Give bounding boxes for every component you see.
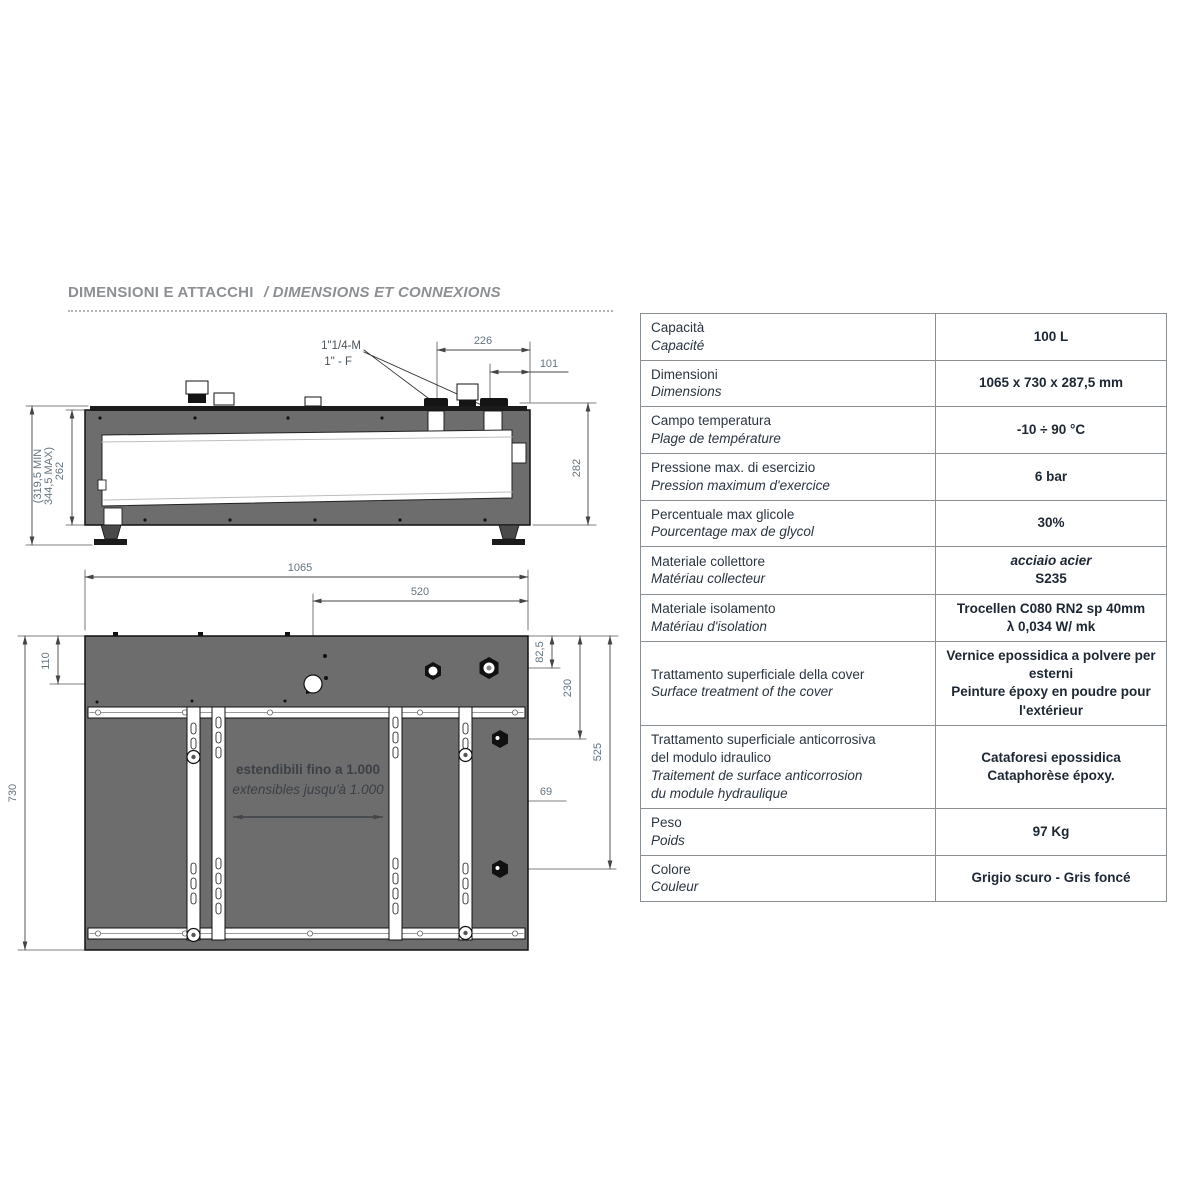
table-row bbox=[641, 809, 1166, 856]
technical-drawing bbox=[0, 280, 640, 980]
table-row bbox=[641, 501, 1166, 548]
spec-label-translation: Couleur bbox=[651, 879, 699, 895]
spec-label-cell bbox=[641, 809, 936, 855]
spec-label-cell bbox=[641, 407, 936, 453]
cover-top-edge bbox=[90, 406, 527, 411]
spec-value-line: Cataphorèse époxy. bbox=[987, 767, 1115, 783]
spec-label-cell bbox=[641, 595, 936, 641]
spec-label-line: Materiale isolamento bbox=[651, 600, 776, 616]
extensible-bracket-3 bbox=[389, 707, 402, 940]
spec-label-translation: Dimensions bbox=[651, 384, 722, 400]
mounting-hole bbox=[304, 675, 322, 693]
dim-110: 110 bbox=[40, 652, 52, 670]
extendable-note-italian: estendibili fino a 1.000 bbox=[235, 762, 381, 777]
spec-value-line: Grigio scuro - Gris foncé bbox=[971, 870, 1131, 886]
right-foot bbox=[492, 525, 525, 545]
left-foot bbox=[94, 525, 127, 545]
air-vent-valve-base bbox=[188, 394, 206, 403]
spec-value-cell bbox=[936, 726, 1166, 808]
dim-69: 69 bbox=[539, 786, 553, 798]
spec-label-line: Peso bbox=[651, 814, 682, 830]
spec-label-line: Campo temperatura bbox=[651, 413, 772, 429]
spec-label-line: Dimensioni bbox=[651, 366, 718, 382]
extensible-bracket-4 bbox=[459, 707, 472, 940]
table-row bbox=[641, 361, 1166, 408]
spec-label-cell bbox=[641, 314, 936, 360]
spec-label-translation: Matériau d'isolation bbox=[651, 618, 767, 634]
spec-value-cell bbox=[936, 454, 1166, 500]
spec-label-translation: Pression maximum d'exercice bbox=[651, 477, 830, 493]
table-row bbox=[641, 454, 1166, 501]
spec-label-translation: Poids bbox=[651, 832, 685, 848]
table-row bbox=[641, 642, 1166, 726]
spec-label-line: del modulo idraulico bbox=[651, 750, 772, 766]
center-valve bbox=[457, 384, 478, 400]
spec-value-line: Peinture époxy en poudre pour bbox=[951, 684, 1151, 700]
spec-value-cell bbox=[936, 501, 1166, 547]
extensible-bracket-1 bbox=[187, 707, 200, 942]
spec-value-line: 1065 x 730 x 287,5 mm bbox=[978, 375, 1124, 391]
right-edge-tab bbox=[512, 443, 526, 463]
dim-overall-min: (319,5 MIN bbox=[32, 448, 44, 504]
spec-label-cell bbox=[641, 726, 936, 808]
spec-label-line: Percentuale max glicole bbox=[651, 506, 795, 522]
spec-label-line: Materiale collettore bbox=[651, 553, 766, 569]
dim-1065: 1065 bbox=[287, 562, 313, 574]
spec-label-translation: Capacité bbox=[651, 337, 705, 353]
dim-525: 525 bbox=[592, 742, 604, 762]
dim-226: 226 bbox=[473, 335, 493, 347]
spec-value-line: S235 bbox=[1035, 571, 1067, 587]
spec-value-cell bbox=[936, 361, 1166, 407]
spec-label-translation: Plage de température bbox=[651, 431, 781, 447]
spec-value-line: Cataforesi epossidica bbox=[981, 749, 1121, 765]
spec-value-cell bbox=[936, 547, 1166, 593]
spec-value-cell bbox=[936, 856, 1166, 902]
table-row bbox=[641, 407, 1166, 454]
spec-value-line: l'extérieur bbox=[1019, 702, 1083, 718]
spec-label-cell bbox=[641, 856, 936, 902]
spec-label-cell bbox=[641, 454, 936, 500]
spec-label-line: Capacità bbox=[651, 320, 705, 335]
top-fittings bbox=[186, 381, 508, 408]
spec-label-line: Trattamento superficiale della cover bbox=[651, 666, 865, 682]
spec-value-line: Trocellen C080 RN2 sp 40mm bbox=[956, 600, 1146, 616]
table-row bbox=[641, 314, 1166, 361]
spec-label-line: Colore bbox=[651, 861, 691, 877]
spec-value-line: λ 0,034 W/ mk bbox=[1006, 618, 1096, 634]
spec-label-cell bbox=[641, 547, 936, 593]
spec-label-translation: Traitement de surface anticorrosion bbox=[651, 767, 863, 783]
dim-230: 230 bbox=[562, 678, 574, 698]
extendable-note-french: extensibles jusqu'à 1.000 bbox=[232, 782, 384, 797]
connection-neck-1 bbox=[428, 411, 444, 433]
spec-value-line: Vernice epossidica a polvere per esterni bbox=[946, 648, 1156, 682]
spec-value-cell bbox=[936, 407, 1166, 453]
small-fitting-2 bbox=[305, 397, 321, 406]
spec-label-cell bbox=[641, 361, 936, 407]
dim-730: 730 bbox=[7, 783, 19, 803]
spec-value-cell bbox=[936, 642, 1166, 725]
table-row bbox=[641, 726, 1166, 809]
spec-table bbox=[640, 313, 1167, 902]
connection-size-female: 1" - F bbox=[324, 356, 352, 368]
spec-label-translation: du module hydraulique bbox=[651, 785, 788, 801]
spec-label-translation: Surface treatment of the cover bbox=[651, 684, 833, 700]
spec-label-cell bbox=[641, 501, 936, 547]
spec-label-translation: Pourcentage max de glycol bbox=[651, 524, 814, 540]
left-edge-fitting bbox=[98, 480, 106, 490]
dim-overall-max: 344,5 MAX) bbox=[43, 446, 55, 506]
dim-101: 101 bbox=[539, 358, 559, 370]
spec-label-line: Pressione max. di esercizio bbox=[651, 459, 816, 475]
spec-label-line: Trattamento superficiale anticorrosiva bbox=[651, 732, 876, 748]
spec-value-line: 97 Kg bbox=[1032, 823, 1070, 839]
pilot-dot-2 bbox=[324, 676, 328, 680]
table-row bbox=[641, 856, 1166, 902]
spec-value-line: 100 L bbox=[1033, 328, 1069, 344]
spec-value-cell bbox=[936, 595, 1166, 641]
table-row bbox=[641, 595, 1166, 642]
bottom-left-notch bbox=[104, 508, 122, 525]
small-fitting-1 bbox=[214, 393, 234, 405]
spec-value-line: 30% bbox=[1037, 515, 1065, 531]
dim-282: 282 bbox=[571, 458, 583, 478]
spec-value-line: 6 bar bbox=[1034, 468, 1068, 484]
spec-value-line: -10 ÷ 90 °C bbox=[1016, 421, 1086, 437]
extensible-bracket-2 bbox=[212, 707, 225, 940]
spec-label-cell bbox=[641, 642, 936, 725]
table-row bbox=[641, 547, 1166, 594]
connection-size-male: 1"1/4-M bbox=[321, 340, 361, 352]
dim-520: 520 bbox=[410, 586, 430, 598]
dim-262: 262 bbox=[54, 461, 66, 481]
spec-value-cell bbox=[936, 809, 1166, 855]
side-view bbox=[26, 335, 596, 545]
dim-82-5: 82,5 bbox=[534, 641, 546, 663]
pilot-dot-1 bbox=[323, 654, 327, 658]
plan-view bbox=[7, 562, 618, 950]
spec-value-cell bbox=[936, 314, 1166, 360]
section-title-french: / DIMENSIONS ET CONNEXIONS bbox=[263, 284, 501, 301]
spec-value-line: acciaio acier bbox=[1010, 553, 1092, 569]
section-title-italian: DIMENSIONI E ATTACCHI bbox=[68, 284, 254, 301]
spec-label-translation: Matériau collecteur bbox=[651, 571, 766, 587]
air-vent-valve bbox=[186, 381, 208, 394]
